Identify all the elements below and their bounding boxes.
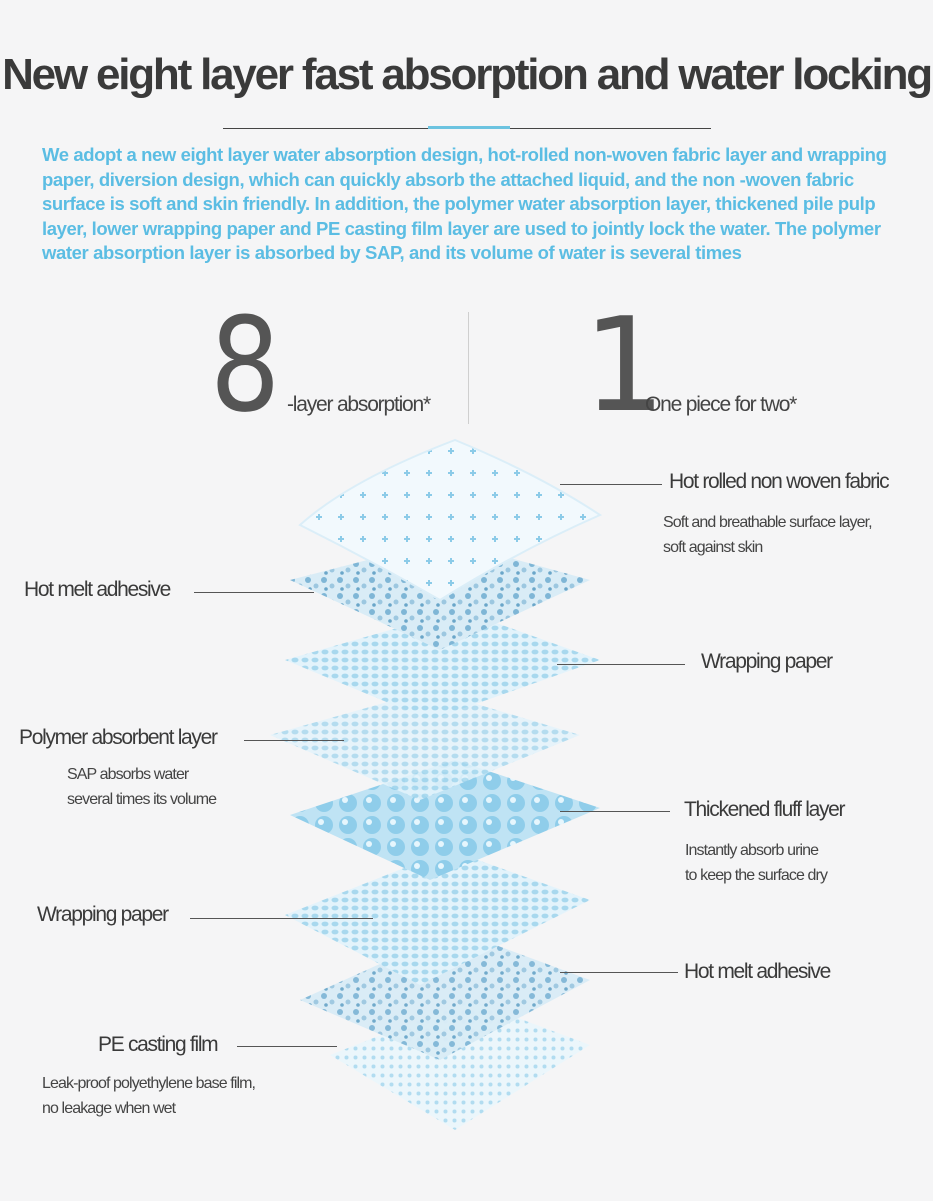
leader-fluff [560,811,670,812]
label-polymer: Polymer absorbent layer [19,726,217,749]
leader-wrapping-2 [190,918,373,919]
leader-hot-melt-2 [560,972,678,973]
piece-count-number: 1 [583,289,666,441]
desc-polymer: SAP absorbs water several times its volume [67,766,217,808]
desc-fluff: Instantly absorb urine to keep the surface dry [685,842,828,884]
leader-polymer [244,740,344,741]
label-hot-melt-1: Hot melt adhesive [24,578,170,601]
layers-count-label: -layer absorption* [287,393,430,416]
intro-paragraph: We adopt a new eight layer water absorption design, hot-rolled non-woven fabric layer and wrapping paper, diversion design, which can quickly absorb the attached liquid, and the non -woven fabric surface is soft and skin friendly. In addition, the polymer water absorption layer, thickened pile pulp layer, lower wrapping paper and PE casting film layer are used to jointly lock the water. The polymer water absorption layer is absorbed by SAP, and its volume of water is several times [42,144,887,264]
label-hot-rolled: Hot rolled non woven fabric [669,470,889,493]
leader-hot-rolled [560,484,662,485]
leader-hot-melt-1 [194,592,314,593]
leader-pe-film [237,1046,337,1047]
leader-wrapping-1 [557,664,685,665]
desc-pe-film: Leak-proof polyethylene base film, no leakage when wet [42,1075,256,1117]
page-title: New eight layer fast absorption and water locking [2,50,931,99]
label-fluff: Thickened fluff layer [684,798,845,821]
piece-count-label: One piece for two* [645,393,797,416]
desc-hot-rolled: Soft and breathable surface layer, soft against skin [663,514,872,556]
label-pe-film: PE casting film [98,1033,218,1056]
label-wrapping-2: Wrapping paper [37,903,168,926]
label-wrapping-1: Wrapping paper [701,650,832,673]
label-hot-melt-2: Hot melt adhesive [684,960,830,983]
layers-count-number: 8 [210,289,281,441]
